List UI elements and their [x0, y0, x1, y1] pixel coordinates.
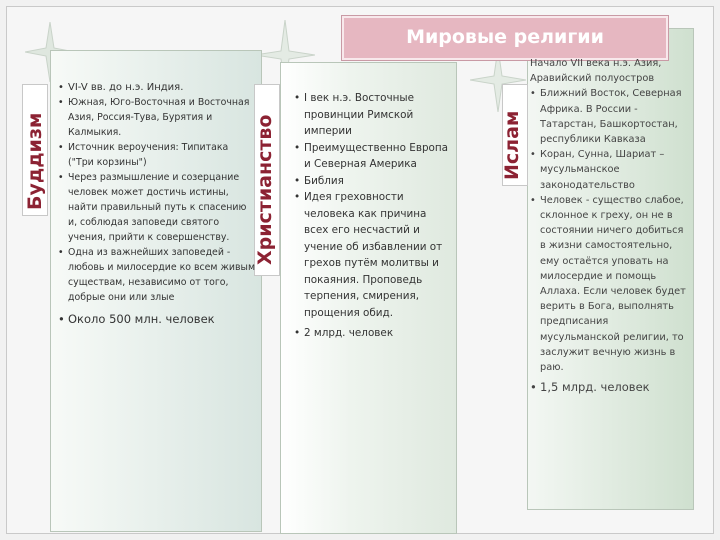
- list-item: • Идея греховности человека как причина всех его несчастий и учение об избавлении от грехов путём молитвы и покаяния. Проповедь терпения, смирения, прощения обид.: [294, 189, 454, 321]
- list-item: • 2 млрд. человек: [294, 325, 454, 342]
- list-item: • Через размышление и созерцание человек может достичь истины, найти правильный путь к спасению и, соблюдая заповеди святого учения, прийти к совершенству.: [58, 170, 256, 245]
- list-item: • VI-V вв. до н.э. Индия.: [58, 80, 256, 95]
- christianity-label: Христианство: [254, 114, 276, 265]
- list-item: • Ближний Восток, Северная Африка. В России - Татарстан, Башкортостан, республики Кавказа: [530, 86, 688, 147]
- list-item: • Библия: [294, 173, 454, 190]
- page-title: Мировые религии: [406, 26, 604, 48]
- list-item: • Одна из важнейших заповедей - любовь и милосердие ко всем живым существам, независимо от того, добрые они или злые: [58, 245, 256, 305]
- buddhism-list: [58, 80, 256, 327]
- list-item: • 1,5 млрд. человек: [530, 379, 688, 395]
- christianity-list: [294, 90, 454, 342]
- buddhism-label: Буддизм: [24, 112, 46, 210]
- list-item: Начало VII века н.э. Азия, Аравийский полуостров: [530, 58, 662, 85]
- list-item: • I век н.э. Восточные провинции Римской империи: [294, 90, 454, 140]
- list-item: • Источник вероучения: Типитака ("Три корзины"): [58, 140, 256, 170]
- list-item: • Преимущественно Европа и Северная Америка: [294, 140, 454, 173]
- list-item: • Южная, Юго-Восточная и Восточная Азия, Россия-Тува, Бурятия и Калмыкия.: [58, 95, 256, 140]
- islam-label: Ислам: [501, 110, 523, 180]
- list-item: • Коран, Сунна, Шариат – мусульманское законодательство: [530, 147, 688, 193]
- list-item: • Человек - существо слабое, склонное к греху, он не в состоянии ничего добиться в жизни самостоятельно, ему остаётся уповать на милосердие и помощь Аллаха. Если человек будет верить в Бога, выполнять предписания мусульманской религии, то заслужит вечную жизнь в раю.: [530, 193, 688, 375]
- islam-list: [530, 56, 688, 395]
- title-box: [342, 16, 668, 60]
- list-item: • Около 500 млн. человек: [58, 311, 256, 327]
